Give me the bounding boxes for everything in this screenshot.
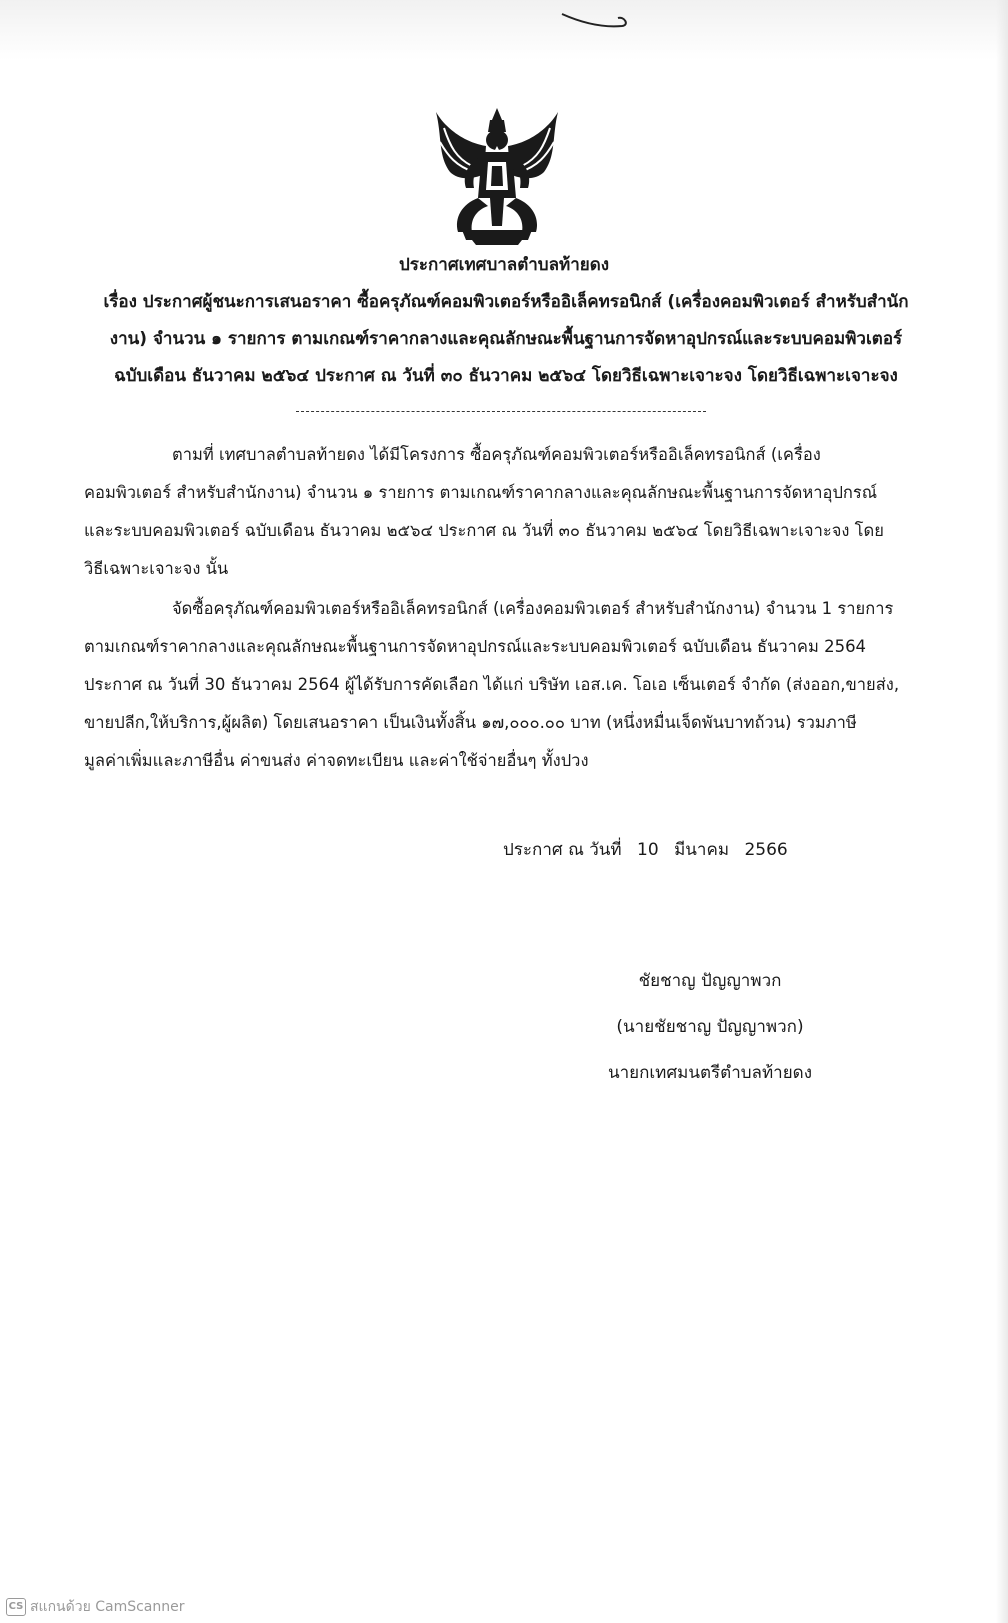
scanner-watermark: [6, 1596, 185, 1618]
garuda-emblem-icon: [432, 106, 562, 246]
body-line: จัดซื้อครุภัณฑ์คอมพิวเตอร์หรืออิเล็คทรอนิกส์ (เครื่องคอมพิวเตอร์ สำหรับสำนักงาน) จำนวน 1 รายการ: [172, 599, 894, 618]
date-month: มีนาคม: [674, 840, 730, 860]
divider-line: [296, 411, 706, 412]
paragraph-announcement: [84, 436, 936, 588]
body-line: มูลค่าเพิ่มและภาษีอื่น ค่าขนส่ง ค่าจดทะเบียน และค่าใช้จ่ายอื่นๆ ทั้งปวง: [84, 751, 589, 770]
signed-name: ชัยชาญ ปัญญาพวก: [638, 971, 782, 991]
date-label: ประกาศ ณ วันที่: [503, 840, 622, 860]
body-line: ตามเกณฑ์ราคากลางและคุณลักษณะพื้นฐานการจัดหาอุปกรณ์และระบบคอมพิวเตอร์ ฉบับเดือน ธันวาคม 2564: [84, 637, 867, 656]
camscanner-logo-icon: CS: [6, 1598, 26, 1616]
date-year: 2566: [744, 840, 788, 860]
document-subject: [82, 284, 930, 395]
document-title: ประกาศเทศบาลตำบลท้ายดง: [398, 255, 610, 275]
paragraph-winner: [84, 590, 936, 780]
body-line: ประกาศ ณ วันที่ 30 ธันวาคม 2564 ผู้ได้รับการคัดเลือก ได้แก่ บริษัท เอส.เค. โอเอ เซ็นเตอร์ จำกัด (ส่งออก,ขายส่ง,: [84, 675, 900, 694]
signer-full-name: (นายชัยชาญ ปัญญาพวก): [616, 1017, 804, 1037]
body-line: ตามที่ เทศบาลตำบลท้ายดง ได้มีโครงการ ซื้อครุภัณฑ์คอมพิวเตอร์หรืออิเล็คทรอนิกส์ (เครื่อง: [172, 445, 821, 464]
body-line: วิธีเฉพาะเจาะจง นั้น: [84, 559, 229, 578]
body-line: และระบบคอมพิวเตอร์ ฉบับเดือน ธันวาคม ๒๕๖๔ ประกาศ ณ วันที่ ๓๐ ธันวาคม ๒๕๖๔ โดยวิธีเฉพาะเจาะจง โดย: [84, 521, 884, 540]
signature-block: [560, 958, 860, 1096]
watermark-text: สแกนด้วย CamScanner: [30, 1599, 185, 1615]
scan-shadow: [0, 0, 1008, 60]
announcement-date: [503, 836, 798, 863]
body-line: คอมพิวเตอร์ สำหรับสำนักงาน) จำนวน ๑ รายการ ตามเกณฑ์ราคากลางและคุณลักษณะพื้นฐานการจัดหาอุปกรณ์: [84, 483, 878, 502]
page-edge-shadow: [996, 0, 1008, 1623]
body-line: ขายปลีก,ให้บริการ,ผู้ผลิต) โดยเสนอราคา เป็นเงินทั้งสิ้น ๑๗,๐๐๐.๐๐ บาท (หนึ่งหมื่นเจ็ดพันบาทถ้วน) รวมภาษี: [84, 713, 857, 732]
subject-line: ฉบับเดือน ธันวาคม ๒๕๖๔ ประกาศ ณ วันที่ ๓๐ ธันวาคม ๒๕๖๔ โดยวิธีเฉพาะเจาะจง โดยวิธีเฉพาะเจาะจง: [114, 366, 898, 386]
subject-line: เรื่อง ประกาศผู้ชนะการเสนอราคา ซื้อครุภัณฑ์คอมพิวเตอร์หรืออิเล็คทรอนิกส์ (เครื่องคอมพิวเตอร์ สำหรับสำนัก: [103, 292, 909, 312]
subject-line: งาน) จำนวน ๑ รายการ ตามเกณฑ์ราคากลางและคุณลักษณะพื้นฐานการจัดหาอุปกรณ์และระบบคอมพิวเตอร์: [109, 329, 903, 349]
signer-position: นายกเทศมนตรีตำบลท้ายดง: [607, 1063, 813, 1083]
pen-mark-icon: [560, 8, 650, 38]
date-day: 10: [637, 840, 659, 860]
